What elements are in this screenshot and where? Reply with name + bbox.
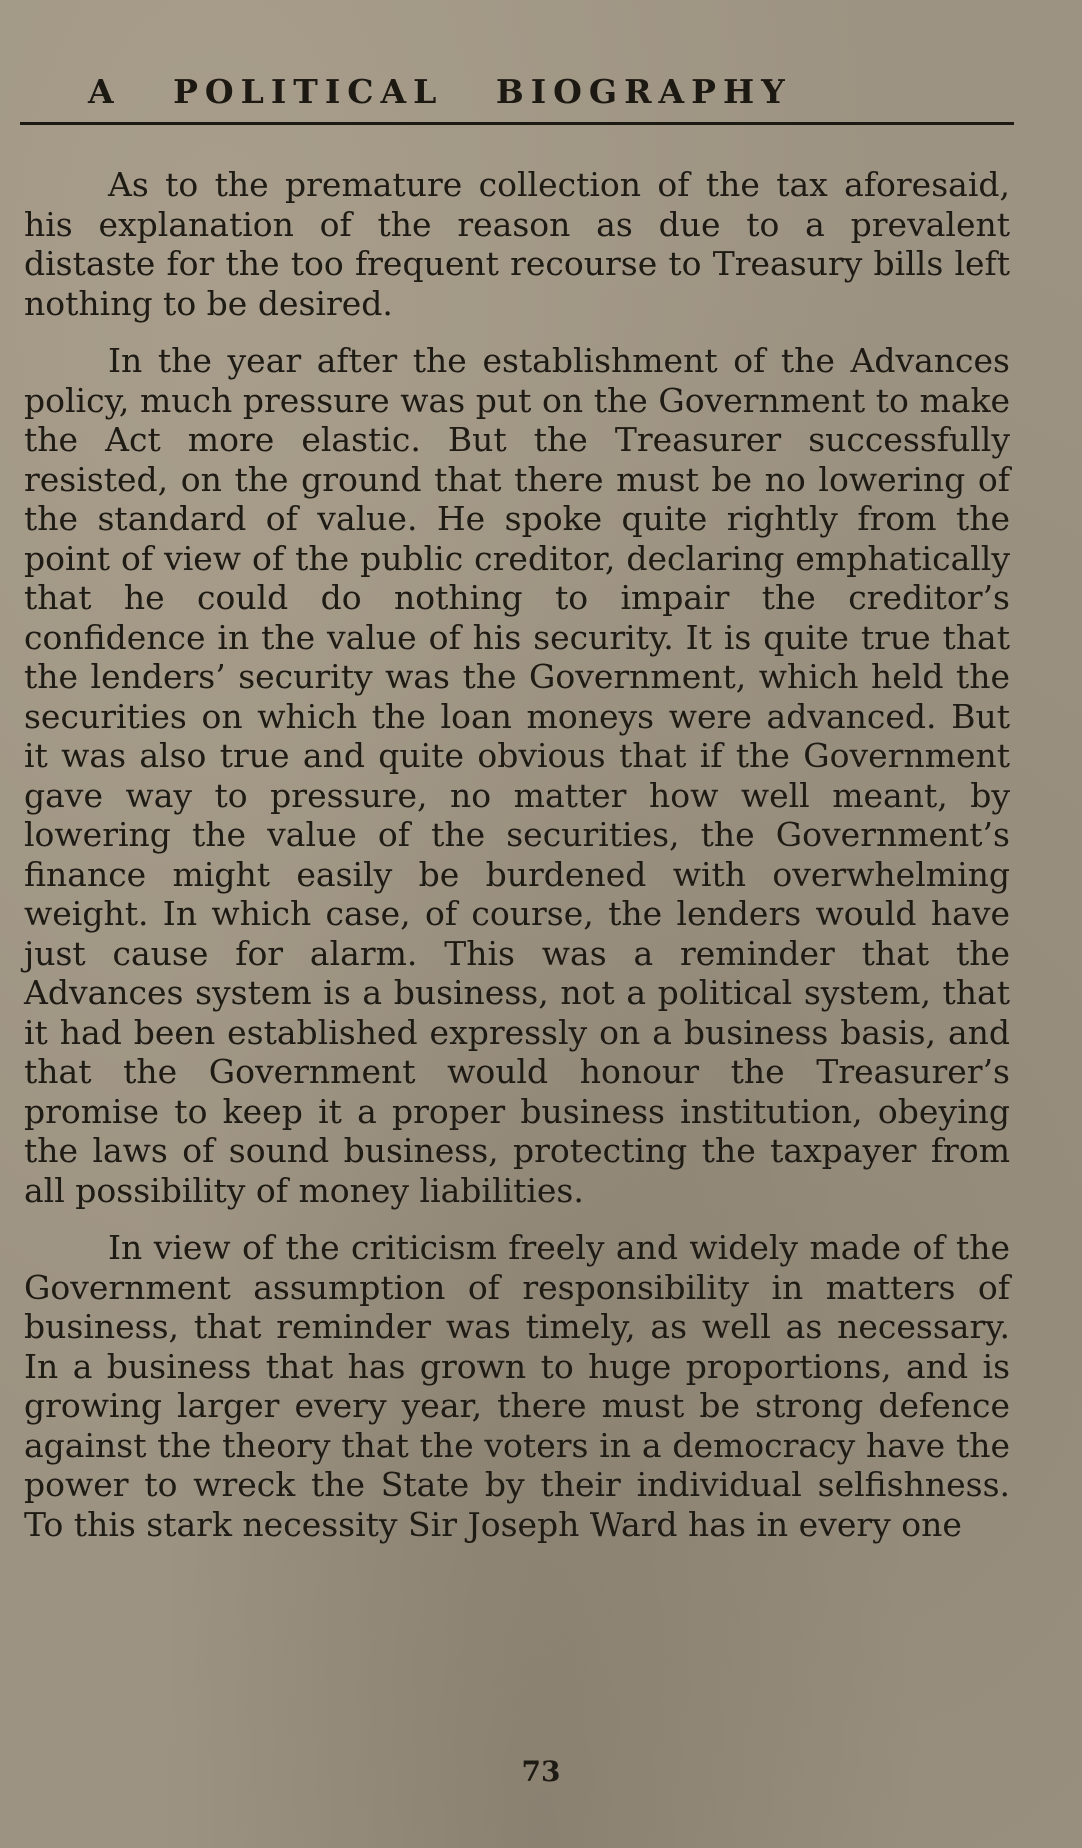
running-header: A POLITICAL BIOGRAPHY (88, 72, 792, 111)
page-number: 73 (521, 1755, 561, 1788)
paragraph-1: As to the premature collection of the tax aforesaid, his explanation of the reason as due to a prevalent distaste for the too frequent recourse to Treasury bills left nothing to be desired. (24, 165, 1010, 323)
body-text (24, 165, 1010, 1562)
header-rule (20, 122, 1014, 125)
paragraph-3: In view of the criticism freely and widely made of the Government assumption of responsibility in matters of business, that reminder was timely, as well as necessary. In a business that has grown to huge proportions, and is growing larger every year, there must be strong defence against the theory that the voters in a democracy have the power to wreck the State by their individual selfishness. To this stark necessity Sir Joseph Ward has in every one (24, 1228, 1010, 1544)
paragraph-2: In the year after the establishment of the Advances policy, much pressure was put on the Government to make the Act more elastic. But the Treasurer successfully resisted, on the ground that there must be no lowering of the standard of value. He spoke quite rightly from the point of view of the public creditor, declaring emphatically that he could do nothing to impair the creditor’s confidence in the value of his security. It is quite true that the lenders’ security was the Government, which held the securities on which the loan moneys were advanced. But it was also true and quite obvious that if the Government gave way to pressure, no matter how well meant, by lowering the value of the securities, the Government’s finance might easily be burdened with overwhelming weight. In which case, of course, the lenders would have just cause for alarm. This was a reminder that the Advances system is a business, not a political system, that it had been established expressly on a business basis, and that the Government would honour the Treasurer’s promise to keep it a proper business institution, obeying the laws of sound business, protecting the taxpayer from all possibility of money liabilities. (24, 341, 1010, 1210)
